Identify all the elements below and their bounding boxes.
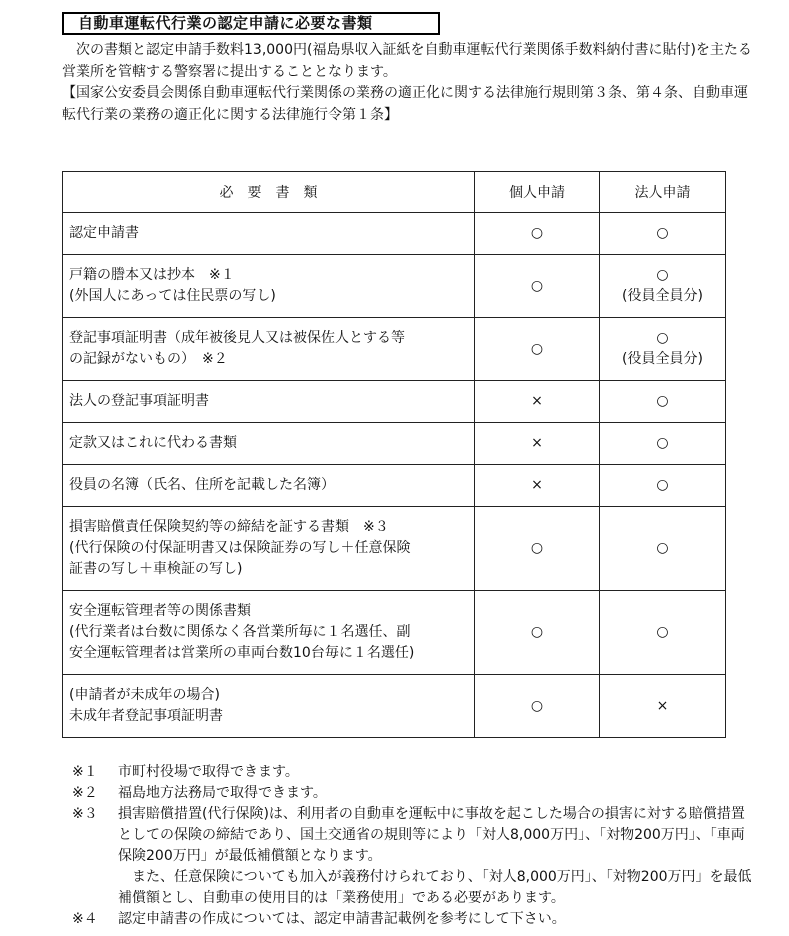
document-line: 安全運転管理者等の関係書類 bbox=[69, 603, 251, 619]
footnote-line: 市町村役場で取得できます。 bbox=[118, 764, 299, 780]
table-row bbox=[63, 675, 726, 738]
document-line: 法人の登記事項証明書 bbox=[69, 393, 209, 409]
document-line: (外国人にあっては住民票の写し) bbox=[69, 288, 276, 304]
requirement-mark: ○ bbox=[530, 540, 544, 556]
footnote-text bbox=[118, 783, 752, 804]
footnote-line: 福島地方法務局で取得できます。 bbox=[118, 785, 327, 801]
requirement-mark: ○ bbox=[656, 393, 669, 409]
required-documents-table bbox=[62, 171, 726, 738]
footnote bbox=[72, 909, 752, 930]
requirement-mark: (役員全員分) bbox=[622, 288, 703, 304]
requirement-mark: ○ bbox=[530, 624, 544, 640]
requirement-mark: × bbox=[531, 435, 543, 451]
requirement-mark: ○ bbox=[656, 435, 669, 451]
table-row bbox=[63, 507, 726, 591]
table-row bbox=[63, 423, 726, 465]
corporate-cell bbox=[600, 213, 726, 255]
footnote bbox=[72, 783, 752, 804]
document-cell bbox=[63, 591, 475, 675]
individual-cell bbox=[475, 318, 600, 381]
table-row bbox=[63, 318, 726, 381]
corporate-cell bbox=[600, 255, 726, 318]
document-cell bbox=[63, 675, 475, 738]
footnote-text bbox=[118, 909, 752, 930]
document-line: (代行保険の付保証明書又は保険証券の写し＋任意保険 bbox=[69, 540, 411, 556]
footnote-mark: ※２ bbox=[72, 785, 98, 801]
table-row bbox=[63, 213, 726, 255]
individual-cell bbox=[475, 255, 600, 318]
corporate-cell bbox=[600, 465, 726, 507]
document-line: の記録がないもの） ※２ bbox=[69, 351, 228, 367]
document-cell bbox=[63, 507, 475, 591]
document-cell bbox=[63, 318, 475, 381]
footnote bbox=[72, 804, 752, 909]
requirement-mark: × bbox=[656, 697, 669, 714]
footnote-line: 認定申請書の作成については、認定申請書記載例を参考にして下さい。 bbox=[118, 911, 566, 927]
document-line: 役員の名簿（氏名、住所を記載した名簿） bbox=[69, 477, 335, 493]
document-line: 未成年者登記事項証明書 bbox=[69, 708, 223, 724]
requirement-mark: ○ bbox=[530, 277, 544, 294]
header-individual: 個人申請 bbox=[475, 172, 600, 213]
footnote-line: 損害賠償措置(代行保険)は、利用者の自動車を運転中に事故を起こした場合の損害に対する賠償措置としての保険の締結であり、国土交通省の規則等により「対人8,000万円」、「対物200万円」、「車両保険200万円」が最低補償額となります。 bbox=[118, 806, 745, 864]
individual-cell bbox=[475, 591, 600, 675]
requirement-mark: ○ bbox=[656, 225, 669, 241]
footnote-mark: ※４ bbox=[72, 911, 98, 927]
requirement-mark: (役員全員分) bbox=[622, 351, 703, 367]
corporate-cell bbox=[600, 507, 726, 591]
table-row bbox=[63, 255, 726, 318]
requirement-mark: ○ bbox=[530, 225, 544, 241]
corporate-cell bbox=[600, 318, 726, 381]
individual-cell bbox=[475, 423, 600, 465]
table-row bbox=[63, 591, 726, 675]
document-cell bbox=[63, 213, 475, 255]
table-row bbox=[63, 381, 726, 423]
footnote-mark: ※１ bbox=[72, 764, 98, 780]
individual-cell bbox=[475, 675, 600, 738]
document-cell bbox=[63, 255, 475, 318]
document-line: 定款又はこれに代わる書類 bbox=[69, 435, 237, 451]
footnote-mark: ※３ bbox=[72, 806, 98, 822]
footnote bbox=[72, 762, 752, 783]
header-documents: 必 要 書 類 bbox=[63, 172, 475, 213]
table-header-row bbox=[63, 172, 726, 213]
footnote-text bbox=[118, 804, 752, 909]
requirement-mark: ○ bbox=[656, 330, 669, 346]
footnotes bbox=[72, 762, 752, 930]
document-line: (代行業者は台数に関係なく各営業所毎に１名選任、副 bbox=[69, 624, 411, 640]
corporate-cell bbox=[600, 381, 726, 423]
requirement-mark: × bbox=[531, 393, 543, 409]
intro-paragraph: 次の書類と認定申請手数料13,000円(福島県収入証紙を自動車運転代行業関係手数料納付書に貼付)を主たる営業所を管轄する警察署に提出することとなります。 bbox=[62, 42, 752, 80]
corporate-cell bbox=[600, 675, 726, 738]
document-line: 損害賠償責任保険契約等の締結を証する書類 ※３ bbox=[69, 519, 389, 535]
footnote-line: また、任意保険についても加入が義務付けられており、「対人8,000万円」、「対物200万円」を最低補償額とし、自動車の使用目的は「業務使用」である必要があります。 bbox=[118, 869, 752, 906]
document-line: 証書の写し＋車検証の写し) bbox=[69, 561, 243, 577]
requirement-mark: ○ bbox=[530, 697, 544, 714]
document-line: 安全運転管理者は営業所の車両台数10台毎に１名選任) bbox=[69, 645, 415, 661]
corporate-cell bbox=[600, 423, 726, 465]
requirement-mark: × bbox=[531, 477, 543, 493]
table-row bbox=[63, 465, 726, 507]
individual-cell bbox=[475, 507, 600, 591]
document-cell bbox=[63, 381, 475, 423]
document-line: 戸籍の謄本又は抄本 ※１ bbox=[69, 267, 235, 283]
document-line: 認定申請書 bbox=[69, 225, 139, 241]
intro-section bbox=[62, 40, 752, 126]
document-cell bbox=[63, 465, 475, 507]
requirement-mark: ○ bbox=[656, 477, 669, 493]
individual-cell bbox=[475, 465, 600, 507]
requirement-mark: ○ bbox=[656, 540, 669, 556]
corporate-cell bbox=[600, 591, 726, 675]
legal-basis: 【国家公安委員会関係自動車運転代行業関係の業務の適正化に関する法律施行規則第３条、第４条、自動車運転代行業の業務の適正化に関する法律施行令第１条】 bbox=[62, 85, 748, 123]
header-corporate: 法人申請 bbox=[600, 172, 726, 213]
requirement-mark: ○ bbox=[530, 340, 544, 357]
individual-cell bbox=[475, 381, 600, 423]
document-cell bbox=[63, 423, 475, 465]
document-line: (申請者が未成年の場合) bbox=[69, 687, 220, 703]
requirement-mark: ○ bbox=[656, 267, 669, 283]
footnote-text bbox=[118, 762, 752, 783]
individual-cell bbox=[475, 213, 600, 255]
page-title: 自動車運転代行業の認定申請に必要な書類 bbox=[62, 12, 440, 35]
requirement-mark: ○ bbox=[656, 624, 669, 640]
document-line: 登記事項証明書（成年被後見人又は被保佐人とする等 bbox=[69, 330, 405, 346]
